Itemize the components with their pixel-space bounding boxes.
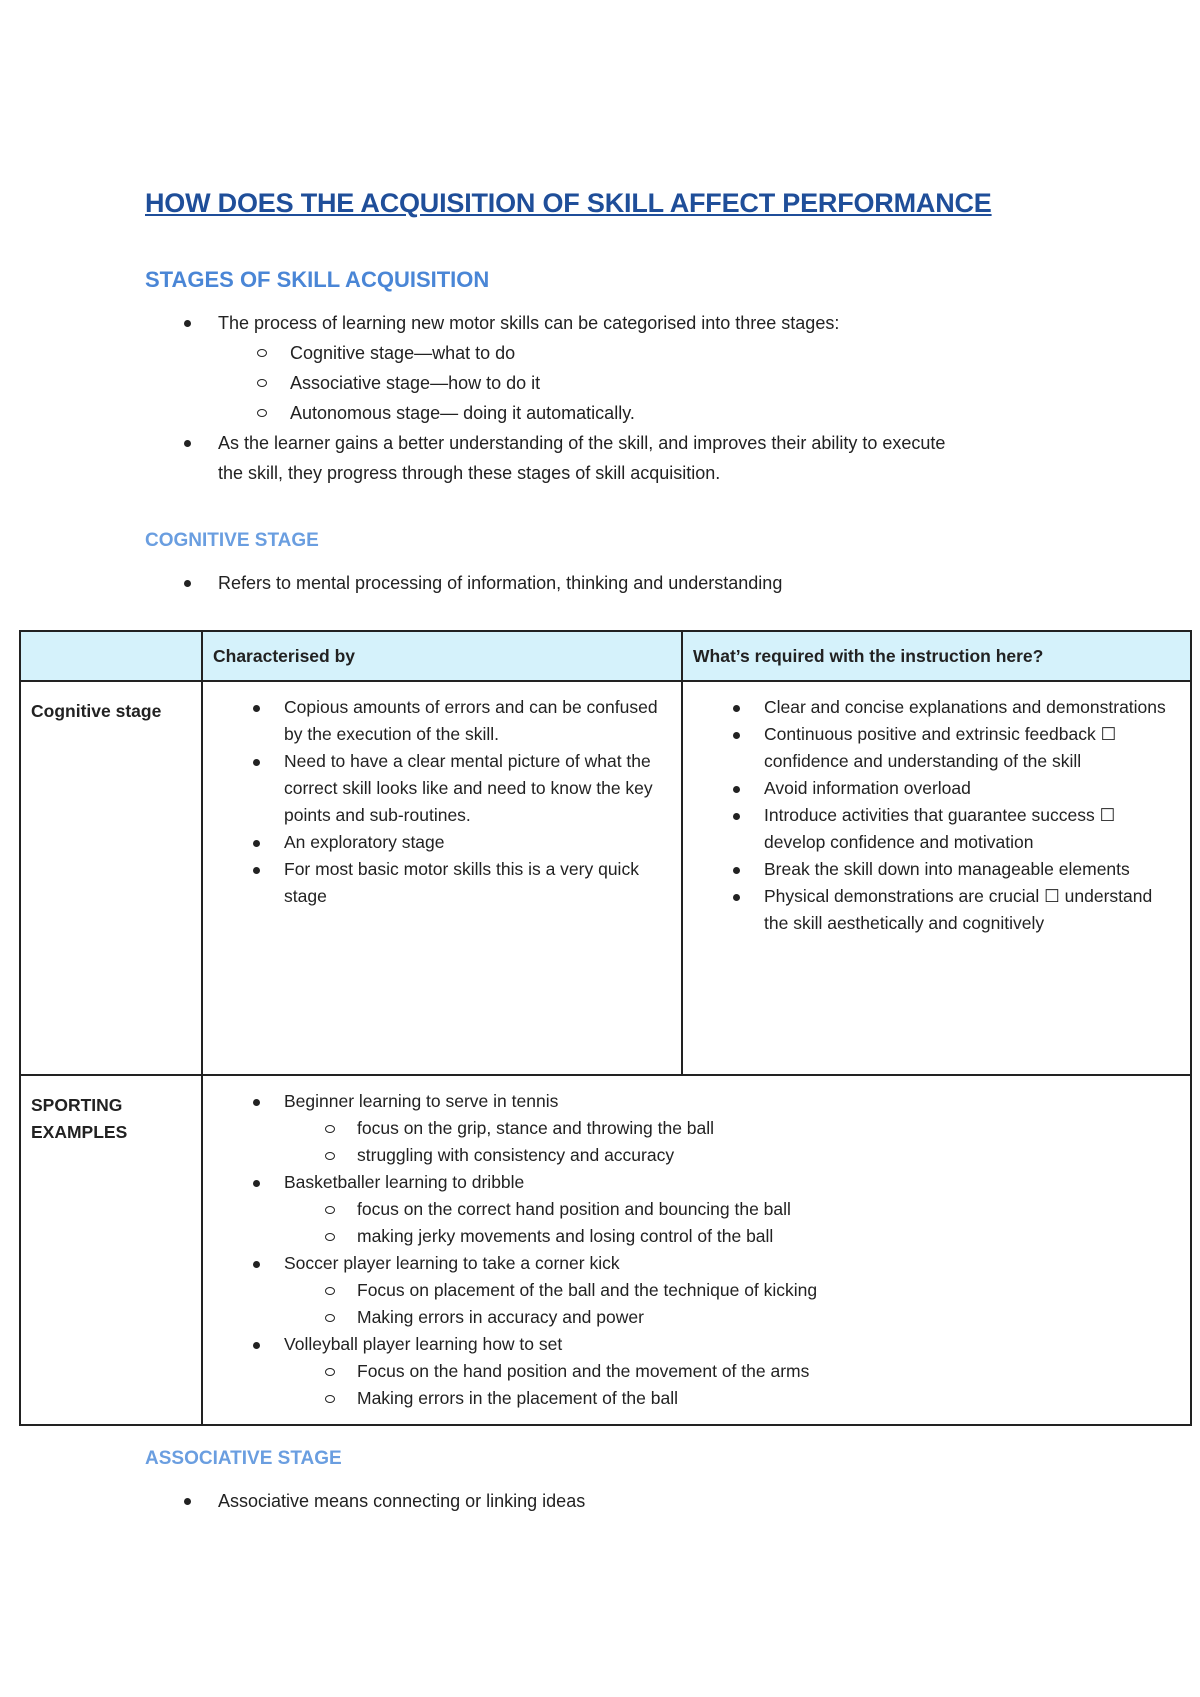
list-item: Focus on the hand position and the movement of the arms	[203, 1358, 1190, 1385]
required-cell	[682, 681, 1191, 1075]
examples-list	[203, 1088, 1190, 1412]
list-item: Cognitive stage—what to do	[290, 338, 945, 368]
cognitive-stage-table	[19, 630, 1192, 1426]
list-item: Copious amounts of errors and can be confused by the execution of the skill.	[203, 694, 681, 748]
list-item: Basketballer learning to dribble	[203, 1169, 1190, 1196]
cognitive-stage-heading: COGNITIVE STAGE	[145, 530, 319, 551]
list-item-text: As the learner gains a better understanding of the skill, and improves their ability to execute	[218, 433, 946, 453]
row-label-sporting-examples	[20, 1075, 202, 1425]
table-header-row	[20, 631, 1191, 681]
list-item: Volleyball player learning how to set	[203, 1331, 1190, 1358]
list-item: Beginner learning to serve in tennis	[203, 1088, 1190, 1115]
required-list	[683, 694, 1190, 937]
list-item: Associative stage—how to do it	[290, 368, 945, 398]
list-item: Introduce activities that guarantee success ☐ develop confidence and motivation	[683, 802, 1190, 856]
list-item: Continuous positive and extrinsic feedback ☐ confidence and understanding of the skill	[683, 721, 1190, 775]
intro-list	[218, 308, 945, 488]
list-item: Soccer player learning to take a corner kick	[203, 1250, 1190, 1277]
cognitive-list	[218, 568, 782, 598]
list-item-text: the skill, they progress through these stages of skill acquisition.	[218, 463, 721, 483]
page-title: HOW DOES THE ACQUISITION OF SKILL AFFECT PERFORMANCE	[145, 188, 992, 218]
list-item: An exploratory stage	[203, 829, 681, 856]
characterised-cell	[202, 681, 682, 1075]
row-label-line: SPORTING	[31, 1095, 123, 1115]
list-item: Autonomous stage— doing it automatically.	[290, 398, 945, 428]
list-item: Associative means connecting or linking ideas	[218, 1486, 585, 1516]
row-label-cognitive: Cognitive stage	[20, 681, 202, 1075]
table-header-characterised: Characterised by	[202, 631, 682, 681]
table-row	[20, 681, 1191, 1075]
row-label-line: EXAMPLES	[31, 1122, 128, 1142]
list-item: focus on the correct hand position and bouncing the ball	[203, 1196, 1190, 1223]
table-header-empty	[20, 631, 202, 681]
associative-list	[218, 1486, 585, 1516]
list-item: Focus on placement of the ball and the technique of kicking	[203, 1277, 1190, 1304]
list-item: Clear and concise explanations and demonstrations	[683, 694, 1190, 721]
list-item: focus on the grip, stance and throwing the ball	[203, 1115, 1190, 1142]
list-item: Making errors in accuracy and power	[203, 1304, 1190, 1331]
list-item: making jerky movements and losing control of the ball	[203, 1223, 1190, 1250]
list-item: Need to have a clear mental picture of what the correct skill looks like and need to know the key points and sub-routines.	[203, 748, 681, 829]
list-item: The process of learning new motor skills can be categorised into three stages:	[218, 308, 945, 338]
table-row	[20, 1075, 1191, 1425]
list-item: For most basic motor skills this is a very quick stage	[203, 856, 681, 910]
stages-heading: STAGES OF SKILL ACQUISITION	[145, 267, 490, 292]
list-item: Break the skill down into manageable elements	[683, 856, 1190, 883]
examples-cell	[202, 1075, 1191, 1425]
list-item: Avoid information overload	[683, 775, 1190, 802]
associative-stage-heading: ASSOCIATIVE STAGE	[145, 1448, 342, 1469]
table-header-required: What’s required with the instruction here?	[682, 631, 1191, 681]
list-item: Making errors in the placement of the ball	[203, 1385, 1190, 1412]
list-item	[218, 428, 945, 488]
characterised-list	[203, 694, 681, 910]
list-item: Physical demonstrations are crucial ☐ understand the skill aesthetically and cognitively	[683, 883, 1190, 937]
list-item: Refers to mental processing of information, thinking and understanding	[218, 568, 782, 598]
list-item: struggling with consistency and accuracy	[203, 1142, 1190, 1169]
